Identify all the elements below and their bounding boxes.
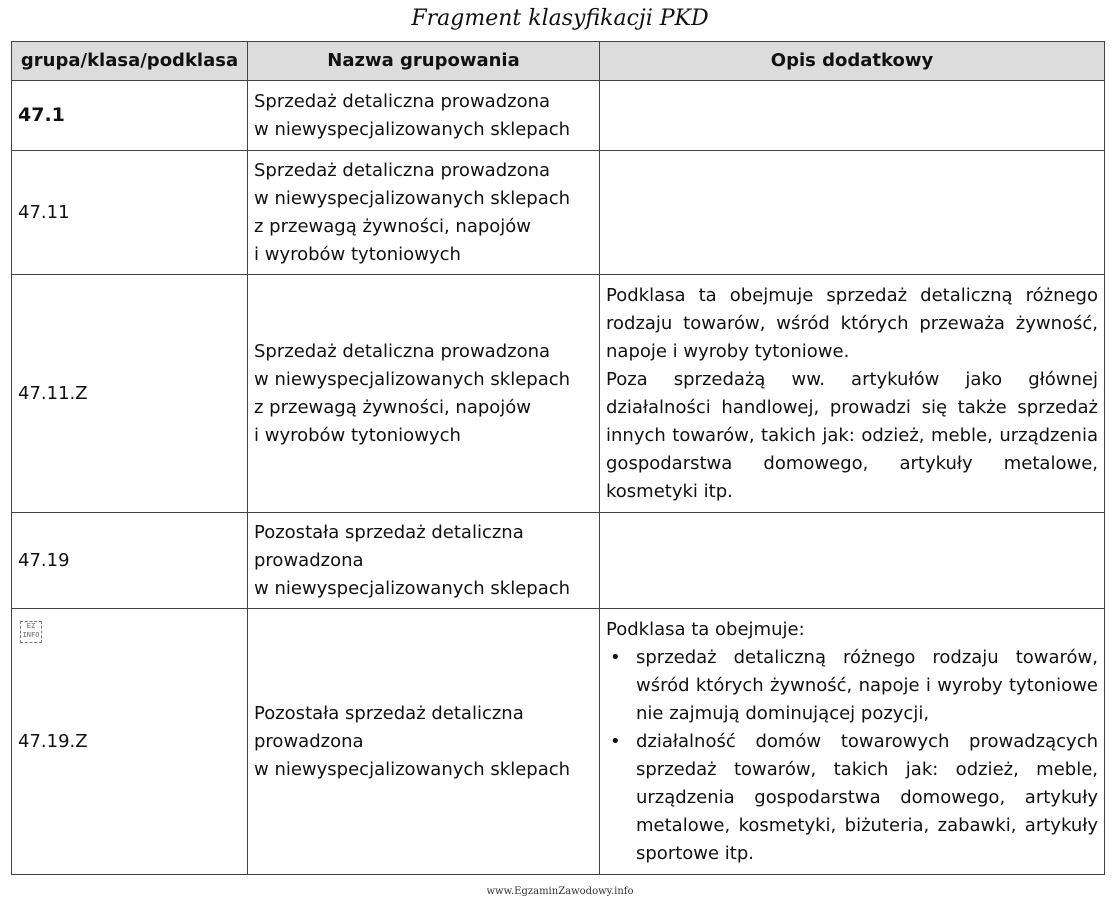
- table-row: [12, 513, 1105, 609]
- pkd-table: [11, 41, 1105, 875]
- code-cell: [12, 609, 248, 875]
- description-intro: Podklasa ta obejmuje:: [606, 618, 805, 640]
- page-title: Fragment klasyfikacji PKD: [411, 6, 709, 31]
- name-cell: [248, 81, 600, 151]
- name-line: w niewyspecjalizowanych sklepach: [254, 577, 571, 599]
- code-cell: [12, 151, 248, 275]
- header-name: Nazwa grupowania: [248, 42, 600, 81]
- name-line: Sprzedaż detaliczna prowadzona: [254, 159, 551, 181]
- name-line: prowadzona: [254, 549, 364, 571]
- name-line: z przewagą żywności, napojów: [254, 396, 532, 418]
- table-header-row: [12, 42, 1105, 81]
- name-line: Sprzedaż detaliczna prowadzona: [254, 340, 551, 362]
- name-line: z przewagą żywności, napojów: [254, 215, 532, 237]
- name-cell: [248, 151, 600, 275]
- table-row: [12, 151, 1105, 275]
- code-text: 47.19: [18, 549, 70, 571]
- name-line: w niewyspecjalizowanych sklepach: [254, 758, 571, 780]
- table-row: [12, 609, 1105, 875]
- name-cell: [248, 275, 600, 513]
- description-bullet: • działalność domów towarowych prowadzących sprzedaż towarów, takich jak: odzież, meble, urządzenia gospodarstwa domowego, artykuły metalowe, kosmetyki, biżuteria, zabawki, artykuły sportowe itp.: [636, 728, 1098, 868]
- name-line: i wyrobów tytoniowych: [254, 424, 461, 446]
- code-text: 47.11: [18, 201, 70, 223]
- description-bullet: • sprzedaż detaliczną różnego rodzaju towarów, wśród których żywność, napoje i wyroby tytoniowe nie zajmują dominującej pozycji,: [636, 644, 1098, 728]
- code-text: 47.19.Z: [18, 730, 88, 752]
- name-cell: [248, 513, 600, 609]
- description-paragraph: Poza sprzedażą ww. artykułów jako głównej działalności handlowej, prowadzi się także sprzedaż innych towarów, takich jak: odzież, meble, urządzenia gospodarstwa domowego, artykuły metalowe, kosmetyki itp.: [606, 368, 1098, 502]
- name-line: Pozostała sprzedaż detaliczna: [254, 521, 524, 543]
- description-cell: [600, 151, 1105, 275]
- code-text: 47.11.Z: [18, 382, 88, 404]
- name-line: w niewyspecjalizowanych sklepach: [254, 118, 571, 140]
- description-cell: [600, 275, 1105, 513]
- footer-watermark: www.EgzaminZawodowy.info: [486, 886, 634, 897]
- name-line: w niewyspecjalizowanych sklepach: [254, 187, 571, 209]
- name-cell: [248, 609, 600, 875]
- name-line: Pozostała sprzedaż detaliczna: [254, 702, 524, 724]
- code-cell: [12, 275, 248, 513]
- table-row: [12, 81, 1105, 151]
- description-cell: [600, 513, 1105, 609]
- table-row: [12, 275, 1105, 513]
- name-line: prowadzona: [254, 730, 364, 752]
- code-cell: [12, 513, 248, 609]
- ez-info-badge-icon: EZ INFO: [20, 621, 42, 643]
- header-description: Opis dodatkowy: [600, 42, 1105, 81]
- name-line: Sprzedaż detaliczna prowadzona: [254, 90, 551, 112]
- description-cell: [600, 609, 1105, 875]
- name-line: i wyrobów tytoniowych: [254, 243, 461, 265]
- name-line: w niewyspecjalizowanych sklepach: [254, 368, 571, 390]
- code-cell: [12, 81, 248, 151]
- description-cell: [600, 81, 1105, 151]
- description-paragraph: Podklasa ta obejmuje sprzedaż detaliczną różnego rodzaju towarów, wśród których przeważa żywność, napoje i wyroby tytoniowe.: [606, 284, 1098, 362]
- description-list: [606, 644, 1098, 868]
- header-code: grupa/klasa/podklasa: [12, 42, 248, 81]
- code-text: 47.1: [18, 104, 65, 126]
